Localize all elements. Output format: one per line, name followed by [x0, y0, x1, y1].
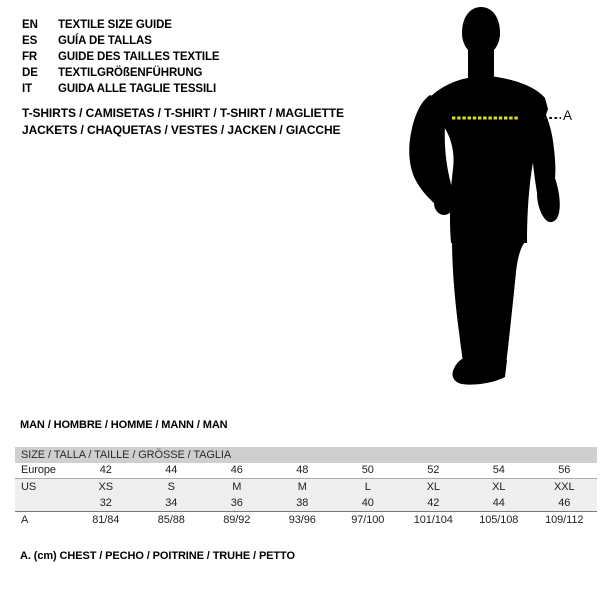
table-cell: 81/84: [92, 514, 120, 526]
row-label: US: [21, 481, 37, 493]
table-cell: 52: [427, 464, 440, 476]
man-silhouette: [409, 7, 560, 385]
table-cell: XL: [426, 481, 440, 493]
category-line-tshirts: T-SHIRTS / CAMISETAS / T-SHIRT / T-SHIRT / MAGLIETTE: [22, 106, 344, 120]
table-cell: 34: [165, 497, 178, 509]
section-title-man: MAN / HOMBRE / HOMME / MANN / MAN: [20, 419, 228, 431]
row-label: A: [21, 514, 29, 526]
table-cell: 50: [361, 464, 374, 476]
table-cell: 101/104: [413, 514, 453, 526]
table-row-us-numbers: [15, 495, 597, 511]
table-cell: 93/96: [288, 514, 316, 526]
table-cell: 56: [558, 464, 571, 476]
table-band-us: [15, 478, 597, 512]
table-cell: 40: [361, 497, 374, 509]
table-cell: 109/112: [545, 514, 584, 526]
left-hand-shape: [434, 191, 454, 215]
language-label: TEXTILGRÖßENFÜHRUNG: [58, 67, 203, 79]
table-row-chest: [15, 512, 597, 529]
table-cell: XXL: [554, 481, 575, 493]
language-code: FR: [22, 51, 38, 63]
table-cell: 32: [99, 497, 112, 509]
table-row-us-letters: [15, 479, 597, 495]
table-cell: 89/92: [223, 514, 251, 526]
row-label: [15, 495, 73, 511]
table-cell: 46: [230, 464, 243, 476]
legs-shape: [452, 240, 527, 373]
size-table-header: SIZE / TALLA / TAILLE / GRÖSSE / TAGLIA: [15, 447, 597, 463]
table-cell: 42: [99, 464, 112, 476]
language-code: IT: [22, 83, 33, 95]
shoe-shape: [452, 358, 507, 385]
table-cell: 46: [558, 497, 571, 509]
language-label: GUIDA ALLE TAGLIE TESSILI: [58, 83, 217, 95]
table-cell: 38: [296, 497, 309, 509]
table-cell: M: [232, 481, 242, 493]
category-line-jackets: JACKETS / CHAQUETAS / VESTES / JACKEN / GIACCHE: [22, 122, 341, 137]
table-cell: 48: [296, 464, 309, 476]
table-cell: 54: [492, 464, 505, 476]
table-cell: XS: [98, 481, 113, 493]
language-label: GUÍA DE TALLAS: [58, 35, 152, 47]
language-code: EN: [22, 19, 38, 31]
row-label: Europe: [21, 464, 56, 476]
neck-shape: [468, 46, 494, 78]
language-code: ES: [22, 35, 38, 47]
language-label: TEXTILE SIZE GUIDE: [58, 19, 172, 31]
table-cell: 36: [230, 497, 243, 509]
language-code: DE: [22, 67, 38, 79]
measure-footnote: A. (cm) CHEST / PECHO / POITRINE / TRUHE / PETTO: [20, 550, 295, 562]
table-cell: M: [297, 481, 307, 493]
table-cell: 97/100: [351, 514, 385, 526]
table-row-europe: [15, 463, 597, 478]
measure-label-a: A: [563, 108, 572, 123]
table-cell: 44: [492, 497, 505, 509]
table-cell: S: [167, 481, 175, 493]
table-cell: L: [364, 481, 371, 493]
table-cell: 42: [427, 497, 440, 509]
table-cell: XL: [492, 481, 506, 493]
table-cell: 85/88: [157, 514, 185, 526]
language-label: GUIDE DES TAILLES TEXTILE: [58, 51, 220, 63]
table-cell: 105/108: [479, 514, 519, 526]
table-cell: 44: [165, 464, 178, 476]
size-table: [15, 447, 597, 529]
